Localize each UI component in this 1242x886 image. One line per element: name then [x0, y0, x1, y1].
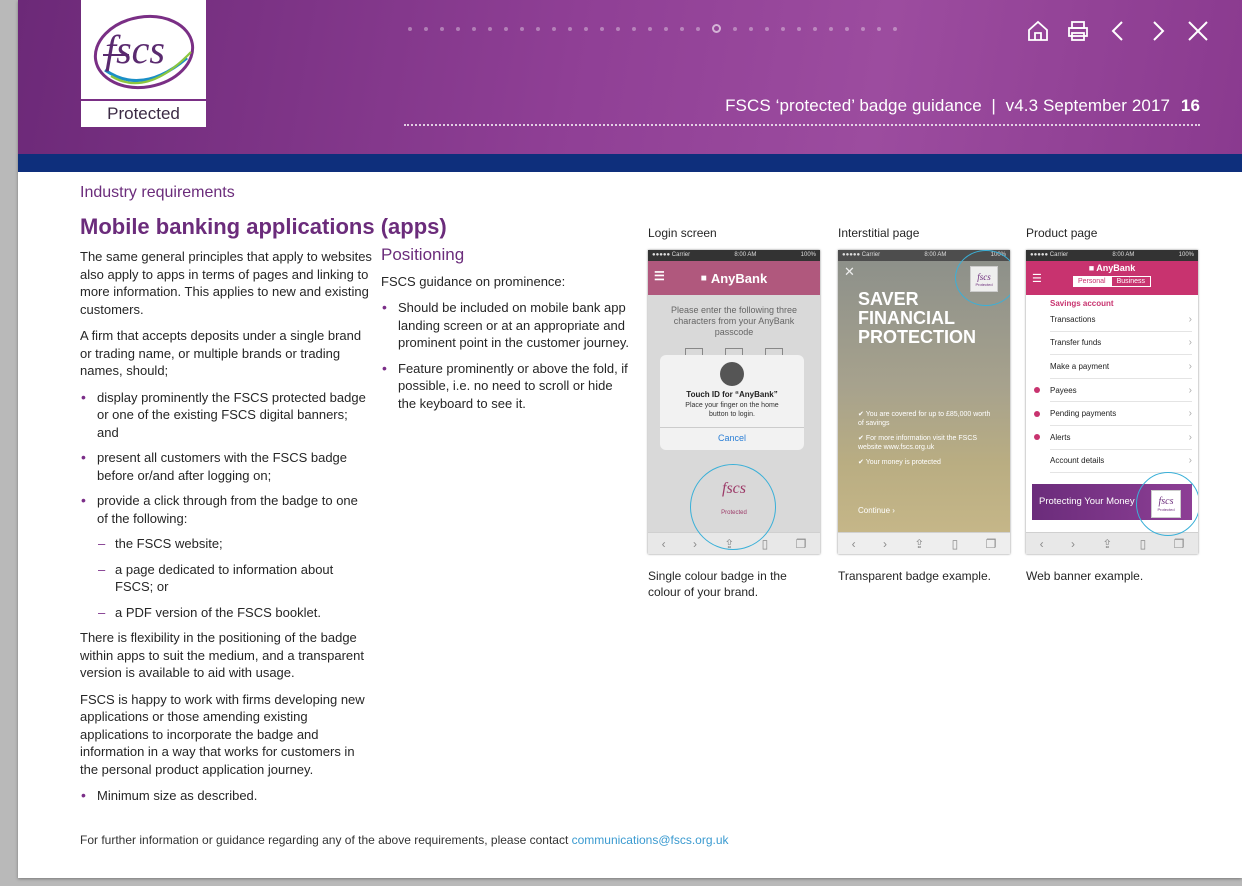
section-label: Industry requirements	[80, 184, 235, 201]
print-button[interactable]	[1062, 16, 1094, 46]
minimum-size-list	[80, 787, 372, 805]
page-dot[interactable]	[893, 27, 897, 31]
screenshot-label: Product page	[1026, 226, 1098, 240]
positioning-heading: Positioning	[381, 245, 465, 264]
highlight-circle	[1136, 472, 1198, 536]
page-dot[interactable]	[632, 27, 636, 31]
section-heading: Savings account	[1050, 299, 1114, 308]
login-screen-example	[648, 226, 822, 600]
header-dotted-rule	[404, 124, 1200, 126]
sub-list-item: – a PDF version of the FSCS booklet.	[80, 604, 372, 622]
home-icon	[1026, 19, 1050, 43]
list-item: • display prominently the FSCS protected badge or one of the existing FSCS digital banners; and	[80, 389, 372, 442]
tabs-icon[interactable]: ❐	[795, 536, 807, 551]
bank-logo-icon: ■	[1088, 263, 1095, 273]
app-name: AnyBank	[1096, 263, 1136, 273]
fscs-logo	[81, 0, 206, 127]
screenshot-label: Interstitial page	[838, 226, 920, 240]
highlight-circle	[955, 250, 1010, 306]
previous-page-button[interactable]	[1102, 16, 1134, 46]
next-page-button[interactable]	[1142, 16, 1174, 46]
headline-line: SAVER	[858, 289, 919, 309]
status-carrier: ●●●●● Carrier	[652, 252, 691, 258]
chevron-right-icon: ›	[1188, 408, 1192, 420]
tabs-icon[interactable]: ❐	[985, 536, 997, 551]
badge-text: fscs	[722, 480, 746, 497]
bookmarks-icon[interactable]: ▯	[951, 536, 959, 551]
screenshot-caption: Web banner example.	[1026, 569, 1144, 583]
screenshot-label: Login screen	[648, 226, 717, 240]
menu-icon: ☰	[654, 269, 665, 283]
close-icon[interactable]: ✕	[844, 264, 855, 279]
account-type-tabs	[1026, 276, 1198, 287]
chevron-right-icon	[1148, 19, 1168, 43]
app-title	[1026, 261, 1198, 273]
header-blue-band	[18, 154, 1242, 172]
chevron-left-icon	[1108, 19, 1128, 43]
page-dot[interactable]	[664, 27, 668, 31]
cancel-button[interactable]: Cancel	[660, 427, 804, 443]
menu-item[interactable]	[1050, 308, 1192, 332]
page-number: 16	[1180, 96, 1200, 115]
bank-logo-icon: ■	[700, 272, 707, 284]
page-dot[interactable]	[845, 27, 849, 31]
page-dot[interactable]	[600, 27, 604, 31]
document-meta	[725, 96, 1200, 116]
menu-item-label: Pending payments	[1050, 409, 1117, 419]
bookmarks-icon[interactable]: ▯	[1139, 536, 1147, 551]
chevron-right-icon: ›	[1188, 313, 1192, 325]
menu-item[interactable]	[1050, 355, 1192, 379]
headline-line: FINANCIAL	[858, 308, 955, 328]
page-dot[interactable]	[797, 27, 801, 31]
menu-item[interactable]	[1050, 426, 1192, 450]
document-title: FSCS ‘protected’ badge guidance	[725, 96, 982, 115]
badge-text: fscs	[1158, 496, 1174, 507]
status-time: 8:00 AM	[1112, 252, 1135, 258]
close-icon	[1186, 19, 1210, 43]
page-dot[interactable]	[440, 27, 444, 31]
benefit-text: For more information visit the FSCS website www.fscs.org.uk	[858, 435, 978, 451]
touch-id-dialog	[660, 355, 804, 450]
bookmarks-icon[interactable]: ▯	[761, 536, 769, 551]
logo-text: fscs	[105, 27, 165, 72]
chevron-right-icon[interactable]: ›	[692, 536, 697, 551]
page-dot[interactable]	[765, 27, 769, 31]
document-version: v4.3 September 2017	[1005, 96, 1171, 115]
positioning-list	[381, 299, 631, 412]
menu-item[interactable]	[1050, 402, 1192, 426]
touch-id-subtitle: Place your finger on the home button to login.	[685, 402, 779, 418]
app-name: AnyBank	[710, 270, 768, 286]
protected-label: Protected	[81, 99, 206, 127]
menu-item-label: Account details	[1050, 456, 1105, 466]
page-dot[interactable]	[733, 27, 737, 31]
headline-line: PROTECTION	[858, 327, 977, 347]
page-dot[interactable]	[877, 27, 881, 31]
tab-personal[interactable]: Personal	[1073, 276, 1111, 287]
page-dot[interactable]	[781, 27, 785, 31]
page-header	[18, 0, 1242, 154]
page-navigation-dots[interactable]	[408, 24, 897, 33]
chevron-left-icon[interactable]: ‹	[661, 536, 666, 551]
alert-dot-icon	[1034, 411, 1040, 417]
benefit-item: ✔ You are covered for up to £85,000 worth of savings	[858, 411, 991, 427]
benefit-item: ✔ Your money is protected	[858, 459, 941, 466]
chevron-right-icon: ›	[1188, 337, 1192, 349]
page-dot[interactable]	[861, 27, 865, 31]
list-item: • present all customers with the FSCS badge before or/and after logging on;	[80, 449, 372, 484]
status-carrier: ●●●●● Carrier	[1030, 252, 1069, 258]
status-battery: 100%	[1178, 252, 1194, 258]
paragraph: A firm that accepts deposits under a single brand or trading name, or multiple brands or trading names, should;	[80, 328, 362, 378]
fscs-logo-mark-icon	[87, 6, 200, 98]
screenshot-caption: Transparent badge example.	[838, 569, 991, 583]
page-dot[interactable]	[829, 27, 833, 31]
sub-list-item: – the FSCS website;	[80, 535, 372, 553]
continue-link[interactable]: Continue ›	[858, 506, 895, 515]
badge-label: Protected	[975, 281, 993, 287]
list-item: • provide a click through from the badge to one of the following:	[80, 492, 372, 527]
status-battery: 100%	[800, 252, 816, 258]
paragraph: The same general principles that apply to websites also apply to apps in terms of pages and linking to more information. This applies to new and existing customers.	[80, 249, 372, 317]
page-dot[interactable]	[472, 27, 476, 31]
fingerprint-icon	[720, 362, 744, 386]
benefit-item: ✔ For more information visit the FSCS website www.fscs.org.uk	[858, 435, 978, 451]
page-dot[interactable]	[552, 27, 556, 31]
badge-label: Protected	[1157, 507, 1175, 512]
alert-dot-icon	[1034, 434, 1040, 440]
close-button[interactable]	[1182, 16, 1214, 46]
highlight-circle	[690, 464, 776, 550]
paragraph: FSCS is happy to work with firms developing new applications or those amending existing applications to incorporate the badge and information in a way that works for customers in the personal product application journey.	[80, 691, 365, 777]
app-header	[1026, 261, 1198, 295]
page-dot[interactable]	[408, 27, 412, 31]
menu-list	[1026, 295, 1198, 473]
page-dot[interactable]	[648, 27, 652, 31]
page-dot[interactable]	[616, 27, 620, 31]
page-title: Mobile banking applications (apps)	[80, 214, 447, 239]
phone-mockup	[648, 250, 820, 554]
status-battery: 100%	[990, 252, 1006, 258]
badge-text: fscs	[977, 271, 991, 282]
chevron-right-icon: ›	[1188, 384, 1192, 396]
phone-mockup	[1026, 250, 1198, 554]
benefit-list	[858, 410, 998, 467]
menu-item-label: Alerts	[1050, 432, 1071, 442]
tab-business[interactable]: Business	[1111, 276, 1151, 287]
status-time: 8:00 AM	[924, 252, 947, 258]
home-button[interactable]	[1022, 16, 1054, 46]
chevron-right-icon[interactable]: ›	[1070, 536, 1075, 551]
list-item: • Should be included on mobile bank app landing screen or at an appropriate and prominent point in the customer journey.	[381, 299, 631, 352]
chevron-right-icon: ›	[1188, 360, 1192, 372]
menu-item[interactable]	[1050, 379, 1192, 403]
menu-item-label: Payees	[1050, 385, 1077, 395]
page-dot[interactable]	[568, 27, 572, 31]
body-column-2	[381, 246, 631, 420]
page-dot[interactable]	[504, 27, 508, 31]
paragraph: FSCS guidance on prominence:	[381, 273, 566, 289]
menu-item[interactable]	[1050, 450, 1192, 474]
page-dot[interactable]	[680, 27, 684, 31]
phone-mockup	[838, 250, 1010, 554]
page-dot[interactable]	[749, 27, 753, 31]
page-dot[interactable]	[520, 27, 524, 31]
banner-text: Protecting Your Money	[1039, 496, 1135, 507]
status-bar	[648, 250, 820, 261]
menu-item-label: Transactions	[1050, 314, 1096, 324]
page-dot[interactable]	[424, 27, 428, 31]
body-column-1	[80, 248, 372, 813]
product-page-example	[1026, 226, 1200, 584]
print-icon	[1066, 19, 1090, 43]
paragraph: There is flexibility in the positioning of the badge within apps to suit the medium, and a transparent version is available to aid with usage.	[80, 630, 364, 680]
list-item: • Feature prominently or above the fold, if possible, i.e. no need to scroll or hide the keyboard to see it.	[381, 360, 631, 413]
product-items	[1026, 308, 1198, 473]
tabs-icon[interactable]: ❐	[1173, 536, 1185, 551]
chevron-right-icon: ›	[1188, 431, 1192, 443]
chevron-left-icon[interactable]: ‹	[1039, 536, 1044, 551]
menu-item-label: Make a payment	[1050, 361, 1110, 371]
menu-icon[interactable]: ☰	[1032, 273, 1042, 285]
status-carrier: ●●●●● Carrier	[842, 252, 881, 258]
interstitial-page-example	[838, 226, 1012, 584]
benefit-text: You are covered for up to £85,000 worth of savings	[858, 411, 991, 427]
status-time: 8:00 AM	[734, 252, 757, 258]
page-dot[interactable]	[536, 27, 540, 31]
badge-label: Protected	[721, 510, 747, 516]
page-dot[interactable]	[813, 27, 817, 31]
page-dot[interactable]	[696, 27, 700, 31]
chevron-right-icon: ›	[1188, 455, 1192, 467]
menu-item-label: Transfer funds	[1050, 338, 1102, 348]
viewer-toolbar	[1022, 16, 1214, 46]
page-dot[interactable]	[456, 27, 460, 31]
meta-separator: |	[986, 96, 1001, 115]
menu-item[interactable]	[1050, 332, 1192, 356]
contact-email-link[interactable]: communications@fscs.org.uk	[571, 833, 729, 847]
saver-headline	[858, 290, 976, 347]
screenshot-caption: Single colour badge in the colour of your brand.	[648, 569, 787, 599]
share-icon[interactable]: ⇪	[724, 536, 735, 551]
page-dot[interactable]	[488, 27, 492, 31]
requirements-list	[80, 389, 372, 622]
page-dot[interactable]	[584, 27, 588, 31]
chevron-right-icon[interactable]: ›	[882, 536, 887, 551]
touch-id-title: Touch ID for “AnyBank”	[686, 390, 778, 399]
list-item: • Minimum size as described.	[80, 787, 372, 805]
sub-list-item: – a page dedicated to information about FSCS; or	[80, 561, 372, 596]
continue-text: Continue	[858, 506, 891, 515]
share-icon[interactable]: ⇪	[914, 536, 925, 551]
document-page	[18, 0, 1242, 878]
passcode-prompt: Please enter the following three characters from your AnyBank passcode	[670, 305, 798, 337]
share-icon[interactable]: ⇪	[1102, 536, 1113, 551]
page-dot-active[interactable]	[712, 24, 721, 33]
app-header	[648, 261, 820, 295]
benefit-text: Your money is protected	[865, 459, 941, 466]
browser-toolbar	[838, 532, 1010, 554]
status-bar	[1026, 250, 1198, 261]
footer-note	[80, 833, 729, 847]
chevron-left-icon[interactable]: ‹	[851, 536, 856, 551]
footer-text: For further information or guidance regarding any of the above requirements, please contact	[80, 833, 569, 847]
alert-dot-icon	[1034, 387, 1040, 393]
